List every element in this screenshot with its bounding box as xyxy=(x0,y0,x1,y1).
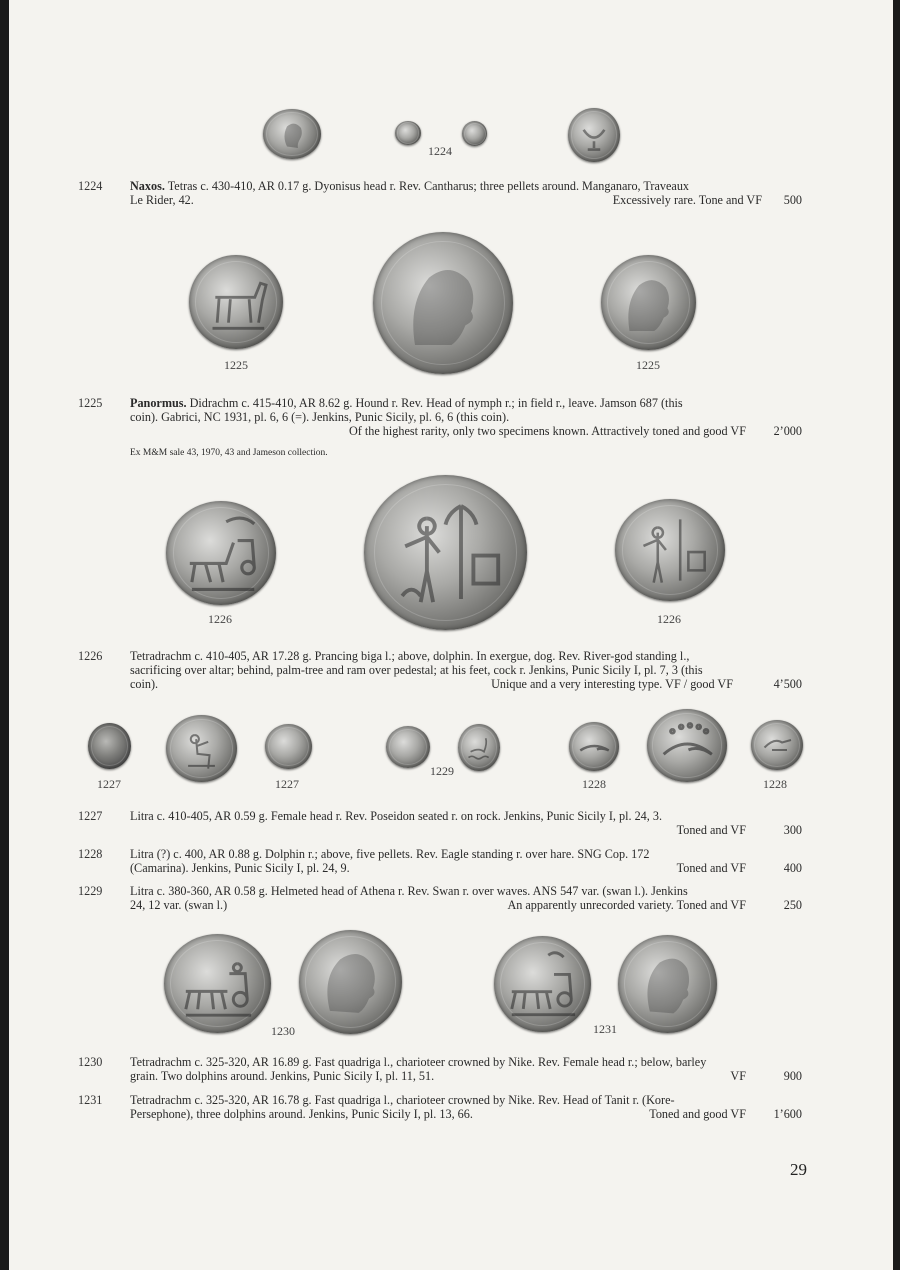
coin-1229-obverse-image xyxy=(386,726,430,768)
lot-number: 1224 xyxy=(78,179,103,193)
estimate-price: 900 xyxy=(783,1069,802,1083)
coin-1224-small-obverse-image xyxy=(395,121,421,145)
coin-1228-obverse-image xyxy=(569,722,619,771)
quadriga-icon xyxy=(164,934,271,1033)
coin-1231-reverse-image xyxy=(618,935,717,1033)
dolphin-icon xyxy=(569,722,619,771)
eagle-icon xyxy=(751,720,803,770)
lot-number: 1229 xyxy=(78,884,103,898)
coin-1227-enlarged-reverse-image xyxy=(166,715,237,782)
grade-text: An apparently unrecorded variety. Toned and VF xyxy=(507,898,746,912)
catalogue-entry-1230 xyxy=(9,1056,893,1086)
coin-1227-enlarged-obverse-image xyxy=(88,723,131,769)
description-line-1: Litra c. 410-405, AR 0.59 g. Female head r. Rev. Poseidon seated r. on rock. Jenkins, Punic Sicily I, pl. 24, 3. xyxy=(130,809,662,823)
coin-label-1228-left: 1228 xyxy=(582,777,606,791)
coin-1225-enlarged-reverse-image xyxy=(373,232,513,374)
nymph-head-icon xyxy=(601,255,696,350)
male-head-icon xyxy=(263,109,321,159)
coin-1226-reverse-image xyxy=(615,499,725,601)
description-line-1: Tetras c. 430-410, AR 0.17 g. Dyonisus head r. Rev. Cantharus; three pellets around. Manganaro, Traveaux xyxy=(167,179,690,193)
grade-text: VF xyxy=(730,1069,746,1083)
description-line-1: Litra (?) c. 400, AR 0.88 g. Dolphin r.; above, five pellets. Rev. Eagle standing r. over hare. SNG Cop. 172 xyxy=(130,847,650,861)
estimate-price: 250 xyxy=(783,898,802,912)
biga-icon xyxy=(166,501,276,605)
coin-label-1225-right: 1225 xyxy=(636,358,660,372)
coin-1228-enlarged-obverse-image xyxy=(647,709,727,782)
coin-1225-obverse-image xyxy=(189,255,283,349)
swan-icon xyxy=(458,724,500,771)
coin-1228-reverse-image xyxy=(751,720,803,770)
description-line-2: Persephone), three dolphins around. Jenkins, Punic Sicily I, pl. 13, 66. xyxy=(130,1107,473,1121)
coin-label-1226-left: 1226 xyxy=(208,612,232,626)
coin-label-1225-left: 1225 xyxy=(224,358,248,372)
estimate-price: 1’600 xyxy=(773,1107,802,1121)
estimate-price: 400 xyxy=(783,861,802,875)
coin-label-1227-left: 1227 xyxy=(97,777,121,791)
coin-1230-obverse-image xyxy=(164,934,271,1033)
river-god-icon xyxy=(364,475,527,630)
lot-number: 1225 xyxy=(78,396,103,410)
description-line-2: (Camarina). Jenkins, Punic Sicily I, pl. 24, 9. xyxy=(130,861,350,875)
lot-number: 1231 xyxy=(78,1093,103,1107)
grade-text: Unique and a very interesting type. VF / good VF xyxy=(491,677,733,691)
catalogue-page xyxy=(9,0,893,1270)
coin-1231-obverse-image xyxy=(494,936,591,1032)
horse-icon xyxy=(189,255,283,349)
grade-text: Toned and good VF xyxy=(649,1107,746,1121)
coin-label-1230: 1230 xyxy=(271,1024,295,1038)
coin-1224-obverse-image xyxy=(263,109,321,159)
description-line-2: grain. Two dolphins around. Jenkins, Punic Sicily I, pl. 11, 51. xyxy=(130,1069,435,1083)
description-line-2: sacrificing over altar; behind, palm-tree and ram over pedestal; at his feet, cock r. Jenkins, Punic Sicily I, pl. 7, 3 (this xyxy=(130,663,703,677)
catalogue-entry-1228 xyxy=(9,848,893,878)
description-line-3: coin). xyxy=(130,677,159,691)
coin-label-1229: 1229 xyxy=(430,764,454,778)
description-line-2: Le Rider, 42. xyxy=(130,193,194,207)
river-god-icon xyxy=(615,499,725,601)
coin-1227-reverse-image xyxy=(265,724,312,769)
cantharus-icon xyxy=(568,108,620,162)
description-line-1: Litra c. 380-360, AR 0.58 g. Helmeted head of Athena r. Rev. Swan r. over waves. ANS 547 var. (swan l.). Jenkins xyxy=(130,884,688,898)
coin-label-1231: 1231 xyxy=(593,1022,617,1036)
catalogue-entry-1229 xyxy=(9,885,893,915)
lot-number: 1226 xyxy=(78,649,103,663)
coin-1225-reverse-image xyxy=(601,255,696,350)
coin-1224-reverse-image xyxy=(568,108,620,162)
estimate-price: 4’500 xyxy=(773,677,802,691)
coin-label-1224: 1224 xyxy=(428,144,452,158)
coin-1224-small-reverse-image xyxy=(462,121,487,146)
grade-text: Toned and VF xyxy=(676,823,746,837)
catalogue-entry-1224 xyxy=(9,180,893,210)
nymph-head-icon xyxy=(373,232,513,374)
mint-name: Naxos. xyxy=(130,179,165,193)
page-number: 29 xyxy=(790,1160,807,1179)
coin-1226-obverse-image xyxy=(166,501,276,605)
lot-number: 1227 xyxy=(78,809,103,823)
description-line-1: Tetradrachm c. 325-320, AR 16.89 g. Fast quadriga l., charioteer crowned by Nike. Rev. Female head r.; below, barley xyxy=(130,1055,707,1069)
mint-name: Panormus. xyxy=(130,396,187,410)
description-line-1: Tetradrachm c. 410-405, AR 17.28 g. Prancing biga l.; above, dolphin. In exergue, dog. Rev. River-god standing l., xyxy=(130,649,690,663)
estimate-price: 500 xyxy=(783,193,802,207)
description-line-2: 24, 12 var. (swan l.) xyxy=(130,898,228,912)
description-line-1: Didrachm c. 415-410, AR 8.62 g. Hound r. Rev. Head of nymph r.; in field r., leave. Jamson 687 (this xyxy=(189,396,683,410)
grade-text: Of the highest rarity, only two specimens known. Attractively toned and good VF xyxy=(348,424,746,438)
coin-1230-reverse-image xyxy=(299,930,402,1034)
grade-text: Toned and VF xyxy=(676,861,746,875)
catalogue-entry-1226 xyxy=(9,650,893,694)
female-head-icon xyxy=(299,930,402,1034)
coin-label-1227-right: 1227 xyxy=(275,777,299,791)
catalogue-entry-1227 xyxy=(9,810,893,840)
dolphin-icon xyxy=(647,709,727,782)
tanit-head-icon xyxy=(618,935,717,1033)
lot-number: 1228 xyxy=(78,847,103,861)
coin-label-1226-right: 1226 xyxy=(657,612,681,626)
estimate-price: 2’000 xyxy=(773,424,802,438)
lot-number: 1230 xyxy=(78,1055,103,1069)
quadriga-icon xyxy=(494,936,591,1032)
coin-label-1228-right: 1228 xyxy=(763,777,787,791)
poseidon-seated-icon xyxy=(166,715,237,782)
description-line-1: Tetradrachm c. 325-320, AR 16.78 g. Fast quadriga l., charioteer crowned by Nike. Rev. Head of Tanit r. (Kore- xyxy=(130,1093,675,1107)
grade-text: Excessively rare. Tone and VF xyxy=(612,193,762,207)
coin-1226-enlarged-reverse-image xyxy=(364,475,527,630)
catalogue-entry-1231 xyxy=(9,1094,893,1124)
catalogue-entry-1225 xyxy=(9,397,893,467)
description-line-2: coin). Gabrici, NC 1931, pl. 6, 6 (=). Jenkins, Punic Sicily, pl. 6, 6 (this coin). xyxy=(130,410,510,424)
estimate-price: 300 xyxy=(783,823,802,837)
coin-1229-reverse-image xyxy=(458,724,500,771)
provenance-note: Ex M&M sale 43, 1970, 43 and Jameson collection. xyxy=(130,448,328,458)
